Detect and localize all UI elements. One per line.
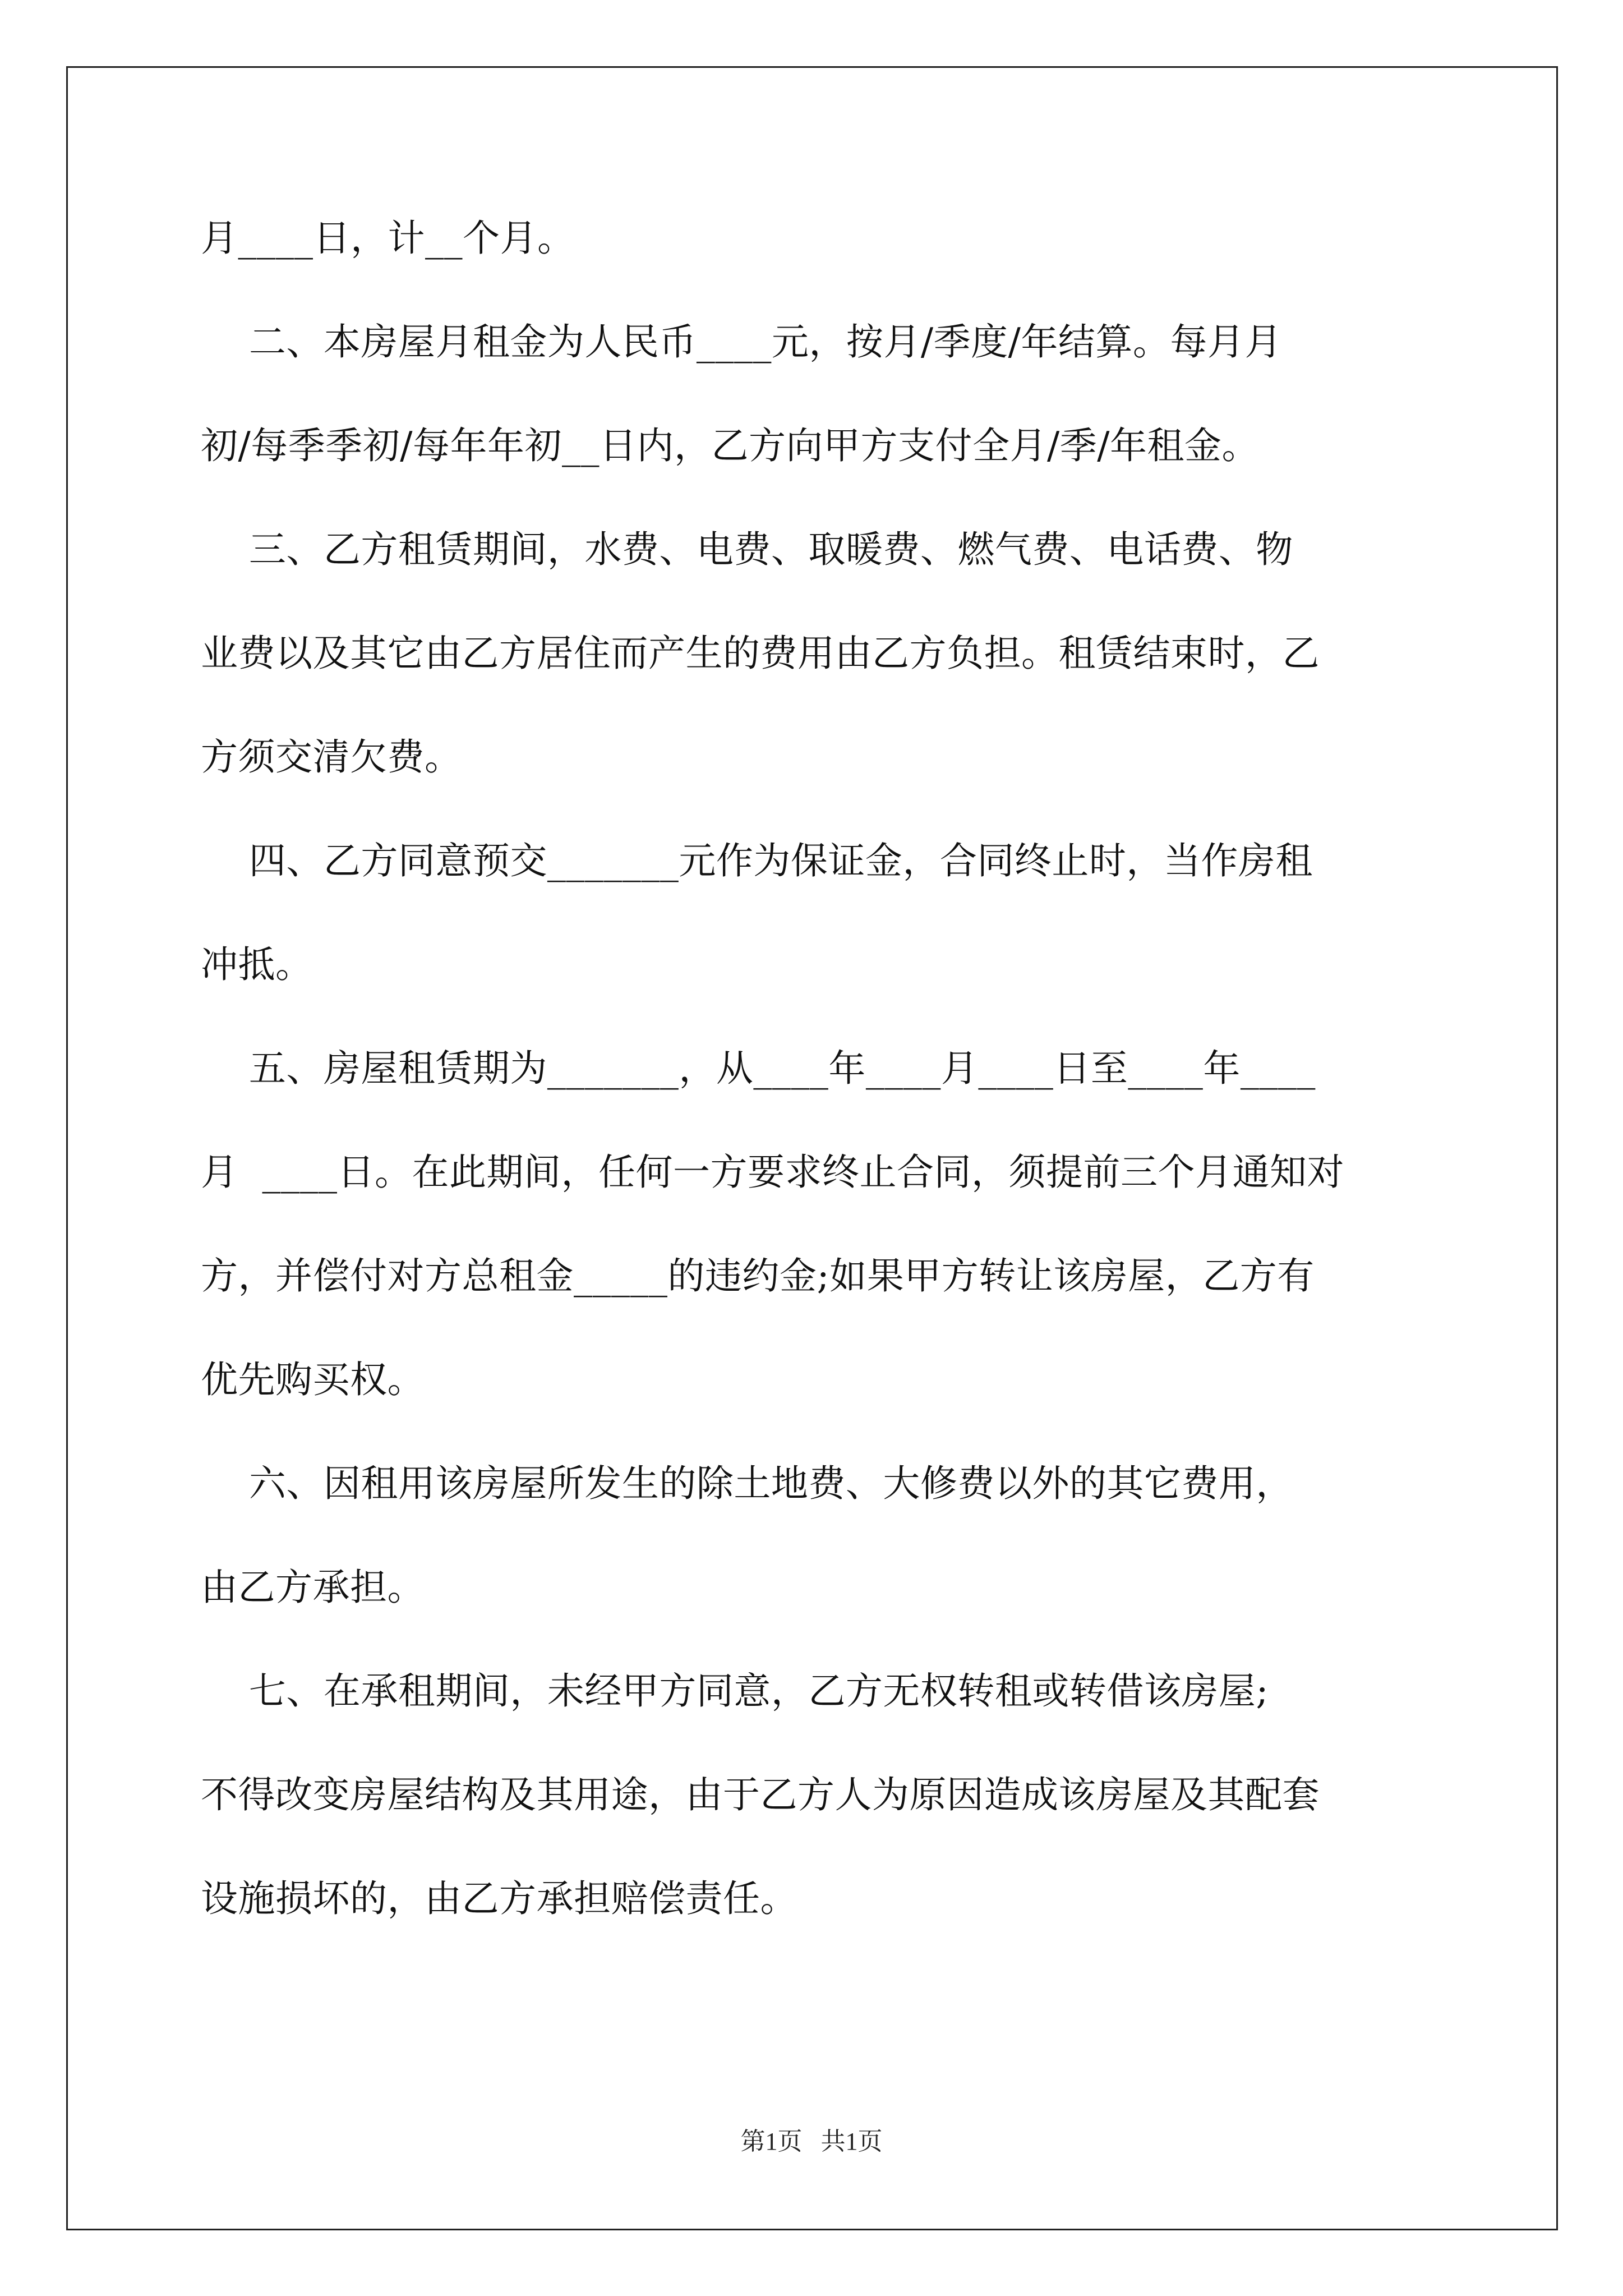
text-line-10: 月 ____日。在此期间，任何一方要求终止合同，须提前三个月通知对	[201, 1151, 1344, 1194]
text-line-4: 三、乙方租赁期间，水费、电费、取暖费、燃气费、电话费、物	[201, 528, 1293, 571]
text-line-3: 初/每季季初/每年年初__日内，乙方向甲方支付全月/季/年租金。	[201, 424, 1259, 467]
text-line-12: 优先购买权。	[201, 1358, 425, 1401]
text-line-1: 月____日，计__个月。	[201, 217, 575, 260]
text-line-8: 冲抵。	[201, 943, 313, 986]
page-number-footer: 第1页 共1页	[740, 2128, 883, 2155]
text-line-17: 设施损坏的，由乙方承担赔偿责任。	[201, 1877, 797, 1920]
text-line-13: 六、因租用该房屋所发生的除土地费、大修费以外的其它费用，	[201, 1462, 1293, 1505]
text-line-5: 业费以及其它由乙方居住而产生的费用由乙方负担。租赁结束时，乙	[201, 632, 1320, 675]
text-line-11: 方，并偿付对方总租金_____的违约金;如果甲方转让该房屋，乙方有	[201, 1254, 1315, 1297]
text-line-2: 二、本房屋月租金为人民币____元，按月/季度/年结算。每月月	[201, 320, 1282, 364]
text-line-14: 由乙方承担。	[201, 1566, 425, 1609]
text-line-6: 方须交清欠费。	[201, 735, 462, 779]
text-line-16: 不得改变房屋结构及其用途，由于乙方人为原因造成该房屋及其配套	[201, 1773, 1320, 1816]
text-line-7: 四、乙方同意预交_______元作为保证金，合同终止时，当作房租	[201, 839, 1313, 882]
text-line-9: 五、房屋租赁期为_______，从____年____月____日至____年____	[201, 1047, 1316, 1090]
text-line-15: 七、在承租期间，未经甲方同意，乙方无权转租或转借该房屋;	[201, 1669, 1269, 1713]
